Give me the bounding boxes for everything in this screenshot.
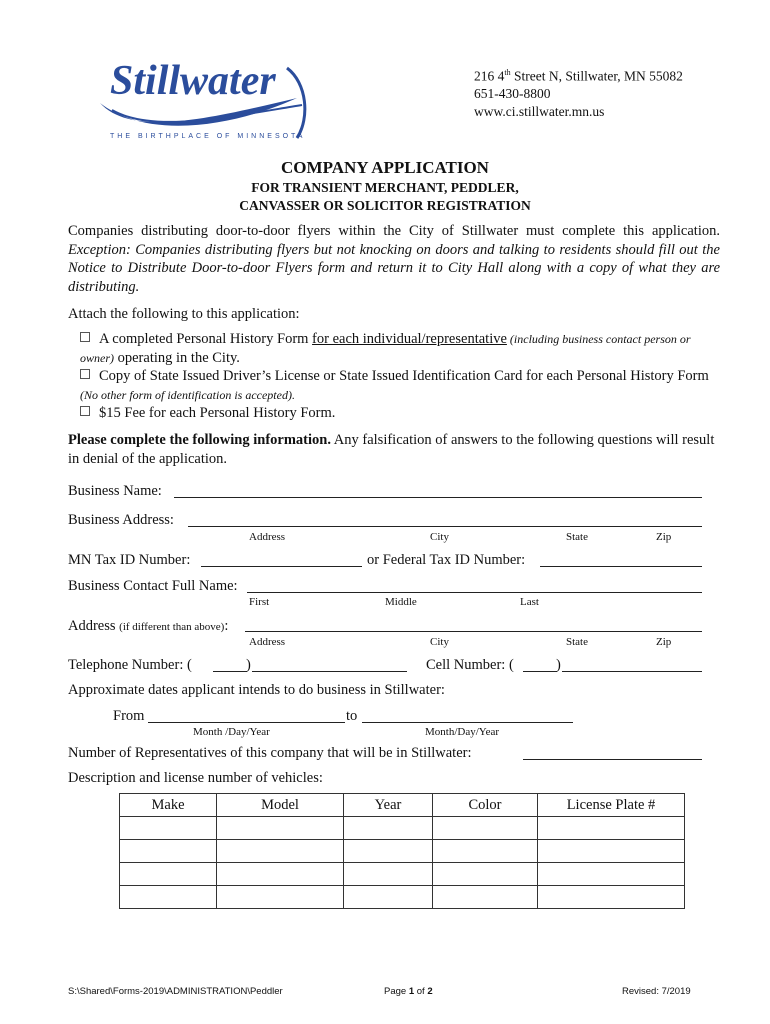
mn-tax-id-field[interactable] [201,566,362,567]
to-date-field[interactable] [362,722,573,723]
footer-path: S:\Shared\Forms-2019\ADMINISTRATION\Peddler [68,986,283,997]
subtitle-line-1: FOR TRANSIENT MERCHANT, PEDDLER, [251,180,519,195]
paren-close: ) [556,657,561,673]
business-name-label: Business Name: [68,483,162,499]
caption-zip: Zip [656,636,672,648]
street-address: 216 4th Street N, Stillwater, MN 55082 [474,68,683,84]
cell[interactable] [433,840,538,863]
col-license-plate: License Plate # [538,794,685,817]
intro-paragraph: Companies distributing door-to-door flyers within the City of Stillwater must complete this application. Exception: Companies distributing flyers but not knocking on doors and talking to residents should fill out the Notice to Distribute Door-to-door Flyers form and return it to City Hall along with a copy of what they are distributing. [68,223,720,295]
cell[interactable] [538,886,685,909]
caption-state: State [566,531,588,543]
caption-last: Last [520,596,539,608]
cell-label: Cell Number: ( [426,657,514,673]
cell[interactable] [433,863,538,886]
phone: 651-430-8800 [474,86,551,101]
business-address-label: Business Address: [68,512,174,528]
cell[interactable] [344,817,433,840]
col-color: Color [433,794,538,817]
col-year: Year [344,794,433,817]
caption-middle: Middle [385,596,417,608]
contact-name-field[interactable] [247,592,702,593]
table-row [120,817,685,840]
caption-city: City [430,636,449,648]
cell[interactable] [217,817,344,840]
cell[interactable] [217,863,344,886]
logo-wordmark: Stillwater [110,58,276,104]
paren-close: ) [246,657,251,673]
website: www.ci.stillwater.mn.us [474,103,605,119]
cell[interactable] [538,863,685,886]
cell[interactable] [538,817,685,840]
caption-zip: Zip [656,531,672,543]
list-item: A completed Personal History Form for each individual/representative (including business contact person or owner) operating in the City. [80,331,691,366]
caption-state: State [566,636,588,648]
business-name-field[interactable] [174,497,702,498]
caption-city: City [430,531,449,543]
cell[interactable] [217,886,344,909]
caption-from-date: Month /Day/Year [193,726,270,738]
checkbox-icon[interactable] [80,369,90,379]
vehicles-label: Description and license number of vehicles: [68,770,323,786]
federal-tax-id-label: or Federal Tax ID Number: [367,552,526,568]
cell[interactable] [433,817,538,840]
telephone-number-field[interactable] [252,671,407,672]
attach-heading: Attach the following to this application: [68,306,300,322]
instructions-paragraph: Please complete the following information. Any falsification of answers to the following questions will result in denial of the application. [68,432,715,467]
cell[interactable] [120,863,217,886]
caption-first: First [249,596,270,608]
cell[interactable] [344,886,433,909]
list-item: $15 Fee for each Personal History Form. [80,404,720,423]
representatives-field[interactable] [523,759,702,760]
caption-address: Address [249,531,286,543]
checkbox-icon[interactable] [80,406,90,416]
caption-to-date: Month/Day/Year [425,726,500,738]
checkbox-icon[interactable] [80,332,90,342]
cell[interactable] [538,840,685,863]
dates-label: Approximate dates applicant intends to do business in Stillwater: [68,682,445,698]
footer-revised: Revised: 7/2019 [622,986,691,997]
city-address-block [474,64,683,120]
table-row [120,863,685,886]
table-header-row [120,794,685,817]
cell[interactable] [120,886,217,909]
page-title: COMPANY APPLICATION [281,158,489,177]
alt-address-field[interactable] [245,631,702,632]
cell[interactable] [120,840,217,863]
cell[interactable] [344,840,433,863]
contact-name-label: Business Contact Full Name: [68,578,238,594]
cell-area-code-field[interactable] [523,671,557,672]
list-item: Copy of State Issued Driver’s License or State Issued Identification Card for each Personal History Form (No other form of identification is accepted). [80,368,709,402]
logo-tagline: THE BIRTHPLACE OF MINNESOTA [110,133,306,140]
cell[interactable] [433,886,538,909]
cell[interactable] [120,817,217,840]
business-address-field[interactable] [188,526,702,527]
cell-number-field[interactable] [562,671,702,672]
col-make: Make [120,794,217,817]
telephone-area-code-field[interactable] [213,671,247,672]
footer-page-number: Page 1 of 2 [384,986,433,997]
table-row [120,886,685,909]
mn-tax-id-label: MN Tax ID Number: [68,552,191,568]
vehicle-table [119,793,685,909]
logo-graphic [92,48,312,143]
subtitle-line-2: CANVASSER OR SOLICITOR REGISTRATION [239,198,531,213]
cell[interactable] [217,840,344,863]
representatives-label: Number of Representatives of this company that will be in Stillwater: [68,745,472,761]
to-label: to [346,708,358,724]
stillwater-logo [92,48,312,143]
from-label: From [113,708,145,724]
caption-address: Address [249,636,286,648]
from-date-field[interactable] [148,722,345,723]
col-model: Model [217,794,344,817]
cell[interactable] [344,863,433,886]
federal-tax-id-field[interactable] [540,566,702,567]
alt-address-label: Address (if different than above): [68,618,229,634]
table-row [120,840,685,863]
telephone-label: Telephone Number: ( [68,657,192,673]
